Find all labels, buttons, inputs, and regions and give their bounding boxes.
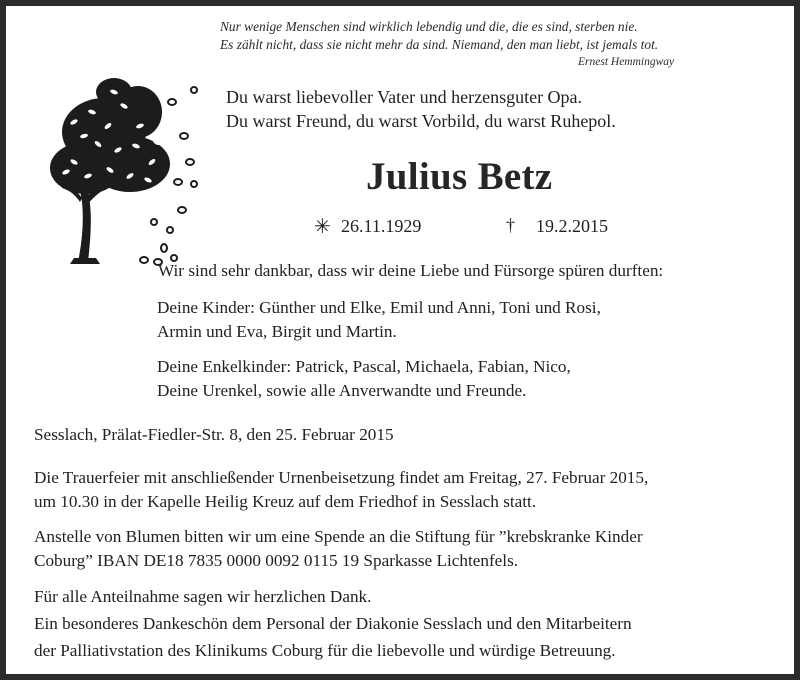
death-cross-icon: † (506, 215, 515, 235)
birth-star-icon: ✳ (314, 216, 331, 238)
children-line-2: Armin und Eva, Birgit und Martin. (157, 322, 397, 341)
birth-date: 26.11.1929 (341, 216, 422, 236)
death-date: 19.2.2015 (536, 216, 608, 236)
donation-line-2: Coburg” IBAN DE18 7835 0000 0092 0115 19 Sparkasse Lichtenfels. (34, 551, 519, 570)
quote-line-1: Nur wenige Menschen sind wirklich lebendig und die, die es sind, sterben nie. (220, 19, 638, 34)
quote-author: Ernest Hemmingway (578, 56, 675, 68)
place-date: Sesslach, Prälat-Fiedler-Str. 8, den 25. Februar 2015 (34, 425, 394, 444)
funeral-line-2: um 10.30 in der Kapelle Heilig Kreuz auf dem Friedhof in Sesslach statt. (34, 492, 537, 511)
grandchildren-line-1: Deine Enkelkinder: Patrick, Pascal, Michaela, Fabian, Nico, (157, 357, 571, 376)
gratitude-text: Wir sind sehr dankbar, dass wir deine Liebe und Fürsorge spüren durften: (158, 261, 664, 280)
thanks-line-2: Ein besonderes Dankeschön dem Personal der Diakonie Sesslach und den Mitarbeitern (34, 614, 632, 633)
funeral-line-1: Die Trauerfeier mit anschließender Urnenbeisetzung findet am Freitag, 27. Februar 2015, (34, 468, 649, 487)
tribute-line-1: Du warst liebevoller Vater und herzensguter Opa. (226, 87, 583, 107)
thanks-line-1: Für alle Anteilnahme sagen wir herzlichen Dank. (34, 587, 372, 606)
donation-line-1: Anstelle von Blumen bitten wir um eine Spende an die Stiftung für ”krebskranke Kinder (34, 527, 643, 546)
quote-line-2: Es zählt nicht, dass sie nicht mehr da sind. Niemand, den man liebt, ist jemals tot. (220, 37, 659, 52)
grandchildren-line-2: Deine Urenkel, sowie alle Anverwandte und Freunde. (157, 381, 527, 400)
thanks-line-3: der Palliativstation des Klinikums Coburg für die liebevolle und würdige Betreuung. (34, 641, 616, 660)
tribute-line-2: Du warst Freund, du warst Vorbild, du warst Ruhepol. (226, 111, 616, 131)
children-line-1: Deine Kinder: Günther und Elke, Emil und Anni, Toni und Rosi, (157, 298, 601, 317)
deceased-name: Julius Betz (366, 155, 553, 198)
windblown-tree-icon (44, 72, 204, 267)
